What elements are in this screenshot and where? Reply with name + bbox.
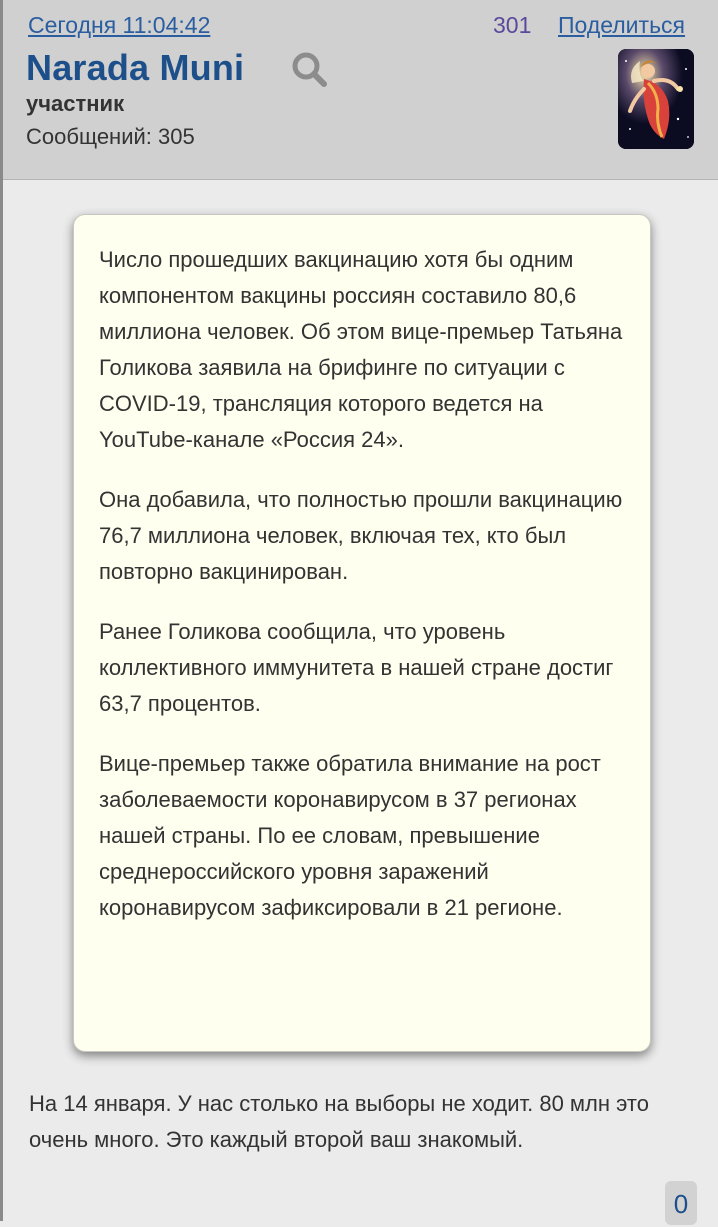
quote-paragraph: Число прошедших вакцинацию хотя бы одним компонентом вакцины россиян составило 80,6 миллиона человек. Об этом вице-премьер Татьяна Голикова заявила на брифинге по ситуации с COVID-19, трансляция которого ведется на YouTube-канале «Россия 24». <box>99 247 623 452</box>
search-icon[interactable] <box>290 50 330 90</box>
post-header <box>3 0 718 180</box>
post-date-link[interactable]: Сегодня 11:04:42 <box>28 12 211 38</box>
angel-avatar-icon <box>618 49 694 149</box>
quote-paragraph: Она добавила, что полностью прошли вакцинацию 76,7 миллиона человек, включая тех, кто был повторно вакцинирован. <box>99 487 623 584</box>
rating-badge[interactable]: 0 <box>665 1181 697 1225</box>
quote-paragraph: Вице-премьер также обратила внимание на рост заболеваемости коронавирусом в 37 регионах нашей страны. По ее словам, превышение среднероссийского уровня заражений коронавирусом зафиксировали в 21 регионе. <box>99 751 601 920</box>
quote-paragraph: Ранее Голикова сообщила, что уровень коллективного иммунитета в нашей стране достиг 63,7 процентов. <box>99 619 614 716</box>
posts-count: Сообщений: 305 <box>26 124 195 149</box>
author-name[interactable]: Narada Muni <box>26 47 245 88</box>
avatar[interactable] <box>618 49 694 149</box>
share-link[interactable]: Поделиться <box>558 12 686 38</box>
post-number: 301 <box>493 12 532 38</box>
quote-box <box>73 214 651 1052</box>
author-rank: участник <box>26 91 125 116</box>
post-body-text: На 14 января. У нас столько на выборы не ходит. 80 млн это очень много. Это каждый второй ваш знакомый. <box>29 1091 649 1152</box>
